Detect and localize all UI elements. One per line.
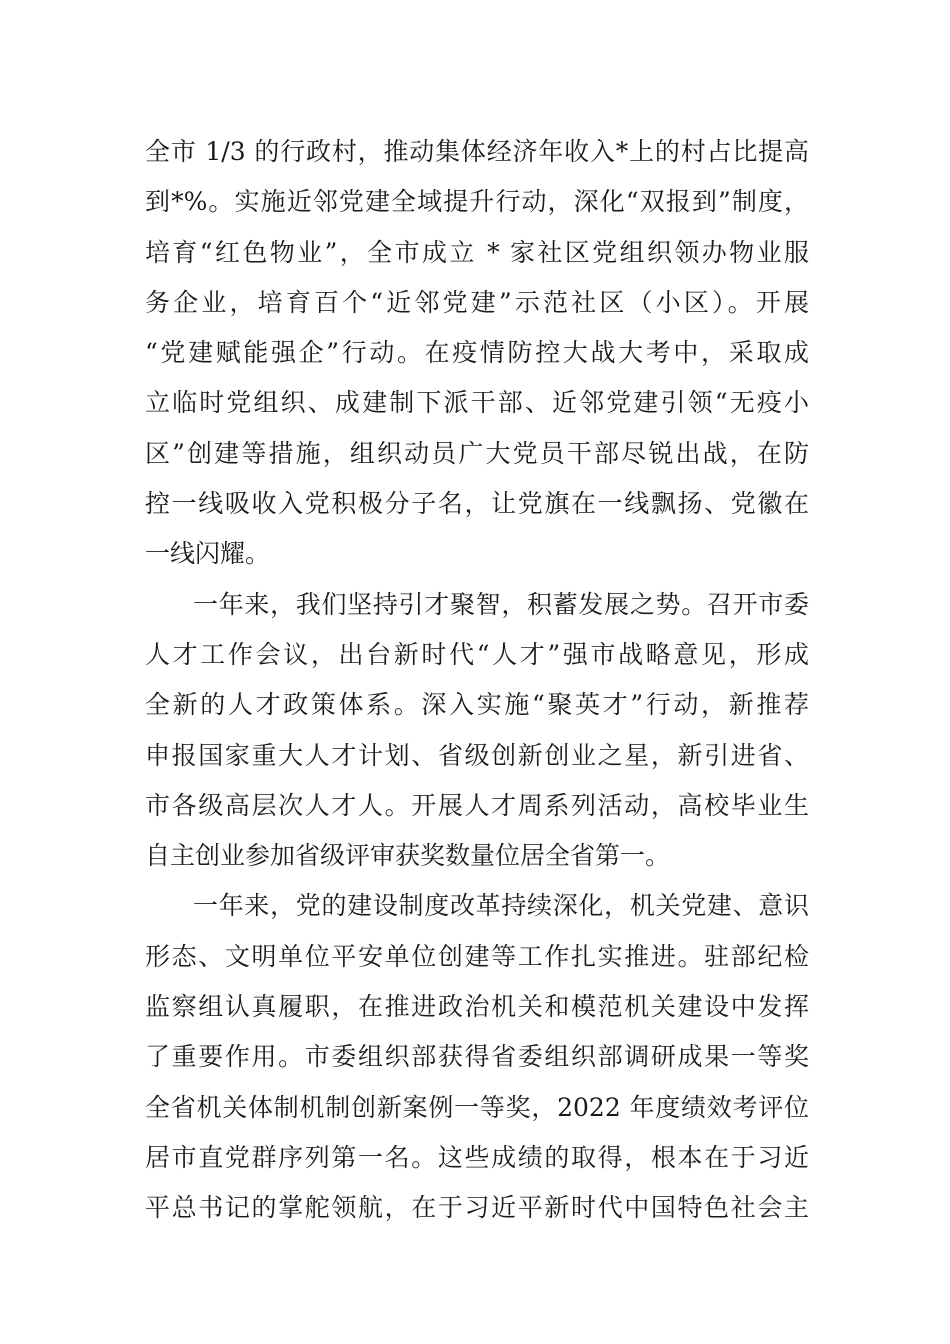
text-line: 控一线吸收入党积极分子名，让党旗在一线飘扬、党徽在: [145, 489, 809, 519]
text-line: 培育“红色物业”，全市成立 * 家社区党组织领办物业服: [145, 237, 809, 267]
text-line: 全新的人才政策体系。深入实施“聚英才”行动，新推荐: [145, 690, 809, 720]
text-line: 立临时党组织、成建制下派干部、近邻党建引领“无疫小: [145, 388, 809, 418]
text-line: 区”创建等措施，组织动员广大党员干部尽锐出战，在防: [145, 438, 809, 468]
text-line: 了重要作用。市委组织部获得省委组织部调研成果一等奖: [145, 1042, 809, 1072]
text-line: 全省机关体制机制创新案例一等奖，2022 年度绩效考评位: [145, 1092, 809, 1122]
text-line: 一年来，我们坚持引才聚智，积蓄发展之势。召开市委: [193, 589, 809, 619]
text-line: 务企业，培育百个“近邻党建”示范社区（小区）。开展: [145, 287, 809, 317]
text-line: 居市直党群序列第一名。这些成绩的取得，根本在于习近: [145, 1142, 809, 1172]
text-line: “党建赋能强企”行动。在疫情防控大战大考中，采取成: [145, 338, 809, 368]
text-line: 全市 1/3 的行政村，推动集体经济年收入*上的村占比提高: [145, 137, 809, 166]
text-line: 一年来，党的建设制度改革持续深化，机关党建、意识: [193, 891, 809, 921]
text-line: 平总书记的掌舵领航，在于习近平新时代中国特色社会主: [145, 1193, 809, 1223]
text-line: 形态、文明单位平安单位创建等工作扎实推进。驻部纪检: [145, 941, 809, 971]
document-body: [145, 127, 809, 1234]
text-line: 人才工作会议，出台新时代“人才”强市战略意见，形成: [145, 639, 809, 669]
text-line: 自主创业参加省级评审获奖数量位居全省第一。: [145, 841, 671, 871]
text-line: 监察组认真履职，在推进政治机关和模范机关建设中发挥: [145, 992, 809, 1022]
text-line: 一线闪耀。: [145, 539, 271, 569]
text-line: 申报国家重大人才计划、省级创新创业之星，新引进省、: [145, 740, 809, 770]
text-line: 到*%。实施近邻党建全域提升行动，深化“双报到”制度，: [145, 187, 809, 217]
text-line: 市各级高层次人才人。开展人才周系列活动，高校毕业生: [145, 790, 809, 820]
